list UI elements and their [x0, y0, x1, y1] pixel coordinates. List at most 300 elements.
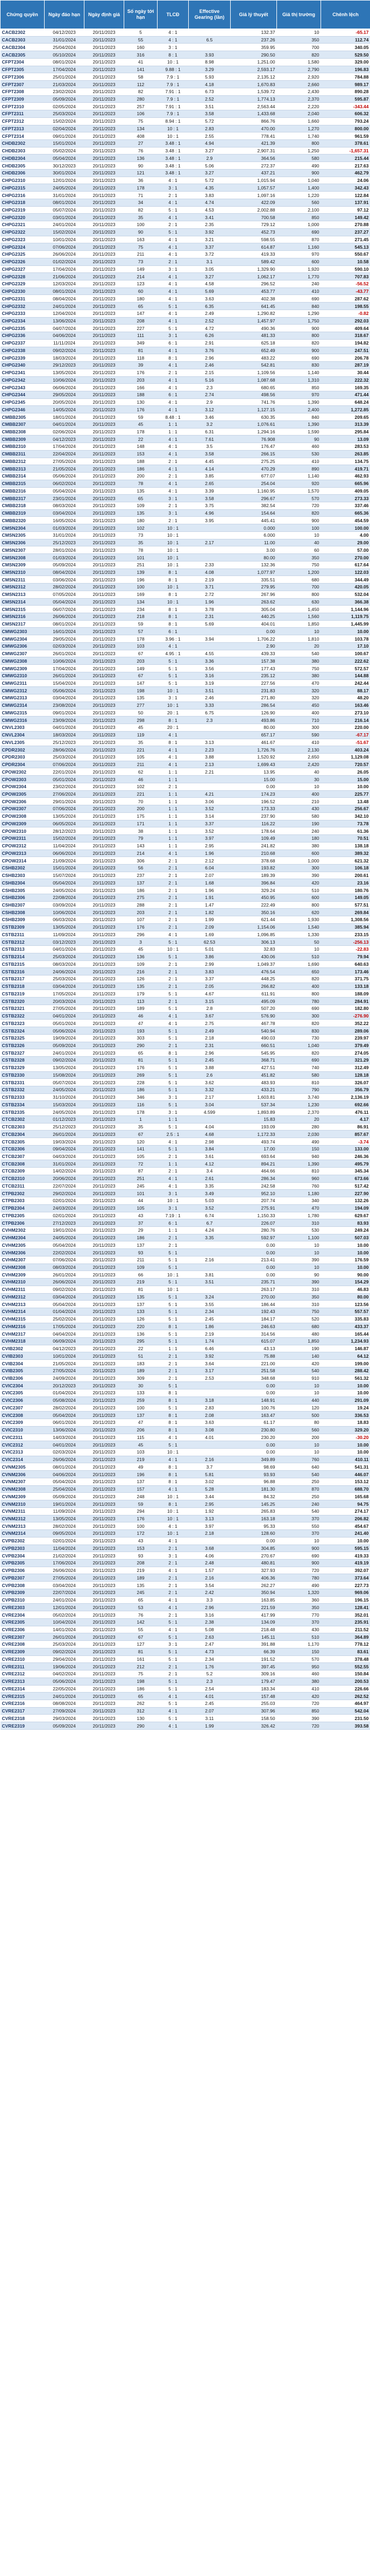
- valuation-date-cell: 20/11/2023: [84, 953, 124, 960]
- valuation-date-cell: 20/11/2023: [84, 1670, 124, 1678]
- conversion-ratio-cell: 8 : 1: [158, 591, 189, 598]
- maturity-date-cell: 02/01/2024: [45, 1537, 84, 1545]
- valuation-date-cell: 20/11/2023: [84, 1153, 124, 1160]
- valuation-date-cell: 20/11/2023: [84, 1175, 124, 1182]
- table-row: [1, 384, 370, 391]
- market-price-cell: 3,740: [277, 1093, 321, 1101]
- days-to-maturity-cell: 76: [124, 1611, 158, 1619]
- theoretical-price-cell: 1,076.61: [231, 420, 277, 428]
- maturity-date-cell: 26/01/2024: [45, 650, 84, 657]
- conversion-ratio-cell: 5 : 1: [158, 679, 189, 687]
- table-row: [1, 1715, 370, 1722]
- difference-cell: 454.67: [321, 1522, 370, 1530]
- effective-gearing-cell: 3.35: [189, 1234, 231, 1241]
- days-to-maturity-cell: 137: [124, 879, 158, 887]
- valuation-date-cell: 20/11/2023: [84, 1478, 124, 1485]
- valuation-date-cell: 20/11/2023: [84, 495, 124, 502]
- effective-gearing-cell: 3.12: [189, 406, 231, 413]
- valuation-date-cell: 20/11/2023: [84, 1677, 124, 1685]
- theoretical-price-cell: 1,520.92: [231, 753, 277, 761]
- table-row: [1, 694, 370, 702]
- conversion-ratio-cell: 3 : 1: [158, 1190, 189, 1197]
- warrant-code-cell: CPOW2312: [1, 842, 45, 850]
- market-price-cell: 520: [277, 1315, 321, 1323]
- days-to-maturity-cell: 212: [124, 1663, 158, 1670]
- maturity-date-cell: 25/12/2023: [45, 739, 84, 746]
- warrant-code-cell: CVPB2310: [1, 1596, 45, 1604]
- difference-cell: 793.24: [321, 117, 370, 125]
- maturity-date-cell: 06/09/2024: [45, 1337, 84, 1345]
- maturity-date-cell: 05/01/2024: [45, 776, 84, 783]
- difference-cell: -256.13: [321, 938, 370, 946]
- effective-gearing-cell: 4.72: [189, 325, 231, 332]
- maturity-date-cell: 10/01/2024: [45, 236, 84, 243]
- effective-gearing-cell: 5.81: [189, 1471, 231, 1478]
- market-price-cell: 820: [277, 975, 321, 983]
- effective-gearing-cell: 2.96: [189, 354, 231, 362]
- warrant-code-cell: CVHM2310: [1, 1279, 45, 1286]
- effective-gearing-cell: 3.51: [189, 103, 231, 110]
- warrant-code-cell: CHPG2344: [1, 391, 45, 398]
- effective-gearing-cell: 3.06: [189, 798, 231, 805]
- market-price-cell: 870: [277, 1485, 321, 1493]
- theoretical-price-cell: 173.33: [231, 805, 277, 813]
- valuation-date-cell: 20/11/2023: [84, 502, 124, 510]
- difference-cell: 270.88: [321, 221, 370, 229]
- effective-gearing-cell: 2.83: [189, 1404, 231, 1412]
- theoretical-price-cell: 576.90: [231, 1012, 277, 1020]
- warrant-code-cell: CMSN2314: [1, 598, 45, 606]
- days-to-maturity-cell: 67: [124, 1131, 158, 1138]
- warrant-code-cell: CMSN2304: [1, 524, 45, 532]
- days-to-maturity-cell: 100: [124, 221, 158, 229]
- days-to-maturity-cell: 105: [124, 753, 158, 761]
- effective-gearing-cell: 3.83: [189, 968, 231, 975]
- effective-gearing-cell: 5.08: [189, 1626, 231, 1633]
- valuation-date-cell: 20/11/2023: [84, 790, 124, 798]
- market-price-cell: 690: [277, 228, 321, 236]
- theoretical-price-cell: 158.50: [231, 1715, 277, 1722]
- difference-cell: 153.12: [321, 1478, 370, 1485]
- conversion-ratio-cell: 8 : 1: [158, 739, 189, 746]
- theoretical-price-cell: 290.50: [231, 51, 277, 59]
- days-to-maturity-cell: 35: [124, 739, 158, 746]
- conversion-ratio-cell: 4 : 1: [158, 362, 189, 369]
- warrant-code-cell: CSHB2302: [1, 864, 45, 872]
- difference-cell: -1,657.31: [321, 147, 370, 155]
- maturity-date-cell: 14/03/2024: [45, 1434, 84, 1441]
- difference-cell: 134.75: [321, 458, 370, 465]
- market-price-cell: 630: [277, 598, 321, 606]
- table-row: [1, 132, 370, 140]
- days-to-maturity-cell: 176: [124, 923, 158, 931]
- days-to-maturity-cell: 46: [124, 1012, 158, 1020]
- difference-cell: 103.78: [321, 635, 370, 643]
- theoretical-price-cell: 251.58: [231, 1367, 277, 1374]
- theoretical-price-cell: 350.94: [231, 1589, 277, 1596]
- conversion-ratio-cell: 2 : 1: [158, 982, 189, 990]
- theoretical-price-cell: 100.76: [231, 1404, 277, 1412]
- days-to-maturity-cell: 53: [124, 1604, 158, 1611]
- conversion-ratio-cell: 4 : 1: [158, 1722, 189, 1730]
- days-to-maturity-cell: 22: [124, 436, 158, 443]
- warrant-code-cell: CVRE2316: [1, 1700, 45, 1707]
- table-row: [1, 946, 370, 953]
- valuation-date-cell: 20/11/2023: [84, 561, 124, 568]
- effective-gearing-cell: 4.12: [189, 1160, 231, 1168]
- warrant-code-cell: CVIC2306: [1, 1396, 45, 1404]
- difference-cell: 800.00: [321, 125, 370, 132]
- valuation-date-cell: 20/11/2023: [84, 887, 124, 894]
- days-to-maturity-cell: 186: [124, 1685, 158, 1693]
- market-price-cell: 510: [277, 953, 321, 960]
- conversion-ratio-cell: 5 : 1: [158, 1301, 189, 1308]
- maturity-date-cell: 05/09/2024: [45, 1722, 84, 1730]
- valuation-date-cell: 20/11/2023: [84, 1456, 124, 1463]
- difference-cell: 235.91: [321, 1618, 370, 1626]
- market-price-cell: 1,770: [277, 273, 321, 280]
- market-price-cell: 470: [277, 679, 321, 687]
- valuation-date-cell: 20/11/2023: [84, 1330, 124, 1338]
- difference-cell: 345.34: [321, 1168, 370, 1175]
- warrant-code-cell: CHPG2315: [1, 184, 45, 192]
- table-row: [1, 968, 370, 975]
- difference-cell: 1,129.08: [321, 753, 370, 761]
- conversion-ratio-cell: 5 : 1: [158, 1064, 189, 1071]
- effective-gearing-cell: 5.93: [189, 73, 231, 81]
- market-price-cell: 800: [277, 591, 321, 598]
- effective-gearing-cell: 2.95: [189, 842, 231, 850]
- warrant-code-cell: CVIB2305: [1, 1367, 45, 1374]
- table-row: [1, 1168, 370, 1175]
- effective-gearing-cell: 3.17: [189, 1367, 231, 1374]
- valuation-date-cell: 20/11/2023: [84, 1449, 124, 1456]
- difference-cell: 144.88: [321, 672, 370, 679]
- table-row: [1, 420, 370, 428]
- theoretical-price-cell: 448.25: [231, 975, 277, 983]
- table-row: [1, 901, 370, 909]
- warrant-code-cell: CVIC2314: [1, 1456, 45, 1463]
- warrant-code-cell: CVIC2307: [1, 1404, 45, 1412]
- difference-cell: 857.67: [321, 1131, 370, 1138]
- theoretical-price-cell: 263.62: [231, 598, 277, 606]
- market-price-cell: 2,920: [277, 73, 321, 81]
- table-row: [1, 295, 370, 303]
- warrant-code-cell: CHPG2322: [1, 228, 45, 236]
- market-price-cell: 430: [277, 805, 321, 813]
- effective-gearing-cell: 2.74: [189, 391, 231, 398]
- effective-gearing-cell: 3.54: [189, 1582, 231, 1589]
- theoretical-price-cell: 430.06: [231, 953, 277, 960]
- market-price-cell: 950: [277, 1663, 321, 1670]
- valuation-date-cell: 20/11/2023: [84, 287, 124, 295]
- warrant-code-cell: CSTB2321: [1, 1005, 45, 1012]
- valuation-date-cell: 20/11/2023: [84, 1374, 124, 1382]
- maturity-date-cell: 09/04/2024: [45, 1145, 84, 1153]
- valuation-date-cell: 20/11/2023: [84, 1279, 124, 1286]
- theoretical-price-cell: 778.41: [231, 132, 277, 140]
- valuation-date-cell: 20/11/2023: [84, 236, 124, 243]
- market-price-cell: 800: [277, 332, 321, 340]
- theoretical-price-cell: 32.83: [231, 946, 277, 953]
- conversion-ratio-cell: 8 : 1: [158, 1389, 189, 1397]
- warrant-code-cell: CPOW2307: [1, 805, 45, 813]
- warrant-code-cell: CVHM2318: [1, 1337, 45, 1345]
- conversion-ratio-cell: 8 : 1: [158, 1412, 189, 1419]
- table-row: [1, 1145, 370, 1153]
- valuation-date-cell: 20/11/2023: [84, 1404, 124, 1412]
- days-to-maturity-cell: 295: [124, 1337, 158, 1345]
- warrant-code-cell: CHPG2329: [1, 280, 45, 287]
- days-to-maturity-cell: 175: [124, 812, 158, 820]
- days-to-maturity-cell: 188: [124, 391, 158, 398]
- valuation-date-cell: 20/11/2023: [84, 310, 124, 317]
- theoretical-price-cell: 15.83: [231, 1115, 277, 1123]
- difference-cell: 419.19: [321, 1560, 370, 1567]
- conversion-ratio-cell: 1 : 1: [158, 812, 189, 820]
- difference-cell: 292.03: [321, 317, 370, 325]
- theoretical-price-cell: 693.64: [231, 1153, 277, 1160]
- warrant-code-cell: CMBB2308: [1, 428, 45, 436]
- table-row: [1, 1522, 370, 1530]
- difference-cell: 122.03: [321, 568, 370, 576]
- conversion-ratio-cell: 2 : 1: [158, 1663, 189, 1670]
- theoretical-price-cell: 163.47: [231, 1412, 277, 1419]
- theoretical-price-cell: 461.67: [231, 739, 277, 746]
- warrant-code-cell: CVPB2307: [1, 1574, 45, 1582]
- valuation-date-cell: 20/11/2023: [84, 1138, 124, 1146]
- warrant-code-cell: CVNM2307: [1, 1478, 45, 1485]
- difference-cell: 10.00: [321, 1241, 370, 1249]
- difference-cell: 86.91: [321, 1123, 370, 1131]
- theoretical-price-cell: 335.51: [231, 576, 277, 584]
- days-to-maturity-cell: 81: [124, 1286, 158, 1293]
- conversion-ratio-cell: 4 : 1: [158, 850, 189, 857]
- effective-gearing-cell: 3.39: [189, 487, 231, 495]
- theoretical-price-cell: 427.51: [231, 1064, 277, 1071]
- theoretical-price-cell: 406.36: [231, 1574, 277, 1582]
- difference-cell: 337.46: [321, 502, 370, 510]
- valuation-date-cell: 20/11/2023: [84, 1641, 124, 1648]
- days-to-maturity-cell: 136: [124, 953, 158, 960]
- theoretical-price-cell: 80.00: [231, 554, 277, 561]
- difference-cell: -3.74: [321, 1138, 370, 1146]
- difference-cell: 80.00: [321, 1293, 370, 1301]
- conversion-ratio-cell: 4 : 1: [158, 1012, 189, 1020]
- difference-cell: 132.26: [321, 1197, 370, 1205]
- difference-cell: 70.51: [321, 835, 370, 843]
- days-to-maturity-cell: 35: [124, 539, 158, 546]
- conversion-ratio-cell: 4 : 1: [158, 465, 189, 473]
- days-to-maturity-cell: 65: [124, 1596, 158, 1604]
- effective-gearing-cell: 3.68: [189, 1545, 231, 1552]
- days-to-maturity-cell: 178: [124, 1108, 158, 1116]
- effective-gearing-cell: 2.55: [189, 132, 231, 140]
- days-to-maturity-cell: 38: [124, 827, 158, 835]
- conversion-ratio-cell: 8 : 1: [158, 576, 189, 584]
- theoretical-price-cell: 481.33: [231, 332, 277, 340]
- warrant-code-cell: CHPG2335: [1, 325, 45, 332]
- effective-gearing-cell: 6.26: [189, 332, 231, 340]
- valuation-date-cell: 20/11/2023: [84, 850, 124, 857]
- warrant-code-cell: CNVL2303: [1, 724, 45, 732]
- theoretical-price-cell: 15.00: [231, 776, 277, 783]
- effective-gearing-cell: 3.24: [189, 1293, 231, 1301]
- warrant-code-cell: CPOW2311: [1, 835, 45, 843]
- warrant-code-cell: CHPG2334: [1, 317, 45, 325]
- market-price-cell: 750: [277, 665, 321, 672]
- valuation-date-cell: 20/11/2023: [84, 1700, 124, 1707]
- table-row: [1, 1360, 370, 1367]
- maturity-date-cell: 02/03/2024: [45, 1449, 84, 1456]
- maturity-date-cell: 24/06/2024: [45, 968, 84, 975]
- warrant-code-cell: CVIC2310: [1, 1426, 45, 1434]
- effective-gearing-cell: 3.21: [189, 236, 231, 243]
- difference-cell: 10.00: [321, 1249, 370, 1257]
- conversion-ratio-cell: 2 : 1: [158, 1582, 189, 1589]
- table-row: [1, 332, 370, 340]
- difference-cell: 200.61: [321, 872, 370, 879]
- valuation-date-cell: 20/11/2023: [84, 938, 124, 946]
- table-row: [1, 731, 370, 739]
- conversion-ratio-cell: 5 : 1: [158, 1057, 189, 1064]
- table-row: [1, 1537, 370, 1545]
- theoretical-price-cell: 227.56: [231, 679, 277, 687]
- valuation-date-cell: 20/11/2023: [84, 709, 124, 717]
- days-to-maturity-cell: 27: [124, 140, 158, 148]
- difference-cell: 211.52: [321, 1626, 370, 1633]
- warrant-code-cell: CHPG2340: [1, 362, 45, 369]
- valuation-date-cell: 20/11/2023: [84, 1426, 124, 1434]
- days-to-maturity-cell: 211: [124, 761, 158, 768]
- effective-gearing-cell: 5.69: [189, 620, 231, 628]
- days-to-maturity-cell: 57: [124, 628, 158, 635]
- table-row: [1, 554, 370, 561]
- maturity-date-cell: 29/12/2023: [45, 362, 84, 369]
- warrant-code-cell: CACB2302: [1, 29, 45, 37]
- conversion-ratio-cell: 10 : 1: [158, 554, 189, 561]
- effective-gearing-cell: 2.3: [189, 384, 231, 391]
- warrant-code-cell: CMWG2306: [1, 642, 45, 650]
- warrant-code-cell: CVPB2303: [1, 1545, 45, 1552]
- valuation-date-cell: 20/11/2023: [84, 192, 124, 199]
- table-row: [1, 517, 370, 524]
- warrant-code-cell: CVIC2304: [1, 1382, 45, 1389]
- table-row: [1, 820, 370, 827]
- table-row: [1, 192, 370, 199]
- effective-gearing-cell: 3.92: [189, 1352, 231, 1360]
- theoretical-price-cell: 174.23: [231, 790, 277, 798]
- conversion-ratio-cell: 4 : 1: [158, 287, 189, 295]
- maturity-date-cell: 27/06/2024: [45, 790, 84, 798]
- days-to-maturity-cell: 109: [124, 502, 158, 510]
- market-price-cell: 910: [277, 1374, 321, 1382]
- valuation-date-cell: 20/11/2023: [84, 1419, 124, 1427]
- days-to-maturity-cell: 161: [124, 1655, 158, 1663]
- maturity-date-cell: 03/04/2024: [45, 509, 84, 517]
- difference-cell: 220.00: [321, 724, 370, 732]
- maturity-date-cell: 24/05/2024: [45, 1108, 84, 1116]
- days-to-maturity-cell: 123: [124, 280, 158, 287]
- effective-gearing-cell: 3.94: [189, 635, 231, 643]
- conversion-ratio-cell: 1 : 1: [158, 776, 189, 783]
- days-to-maturity-cell: 118: [124, 354, 158, 362]
- maturity-date-cell: 29/03/2024: [45, 1715, 84, 1722]
- days-to-maturity-cell: 176: [124, 369, 158, 376]
- days-to-maturity-cell: 208: [124, 317, 158, 325]
- warrant-code-cell: CMSN2308: [1, 554, 45, 561]
- conversion-ratio-cell: 10 : 1: [158, 598, 189, 606]
- conversion-ratio-cell: 4 : 1: [158, 280, 189, 287]
- difference-cell: -22.83: [321, 946, 370, 953]
- maturity-date-cell: 31/01/2024: [45, 1160, 84, 1168]
- maturity-date-cell: 05/02/2024: [45, 1611, 84, 1619]
- conversion-ratio-cell: 8 : 1: [158, 1396, 189, 1404]
- effective-gearing-cell: 3.81: [189, 1271, 231, 1279]
- valuation-date-cell: 20/11/2023: [84, 1079, 124, 1086]
- difference-cell: 79.94: [321, 953, 370, 960]
- market-price-cell: 10: [277, 1537, 321, 1545]
- theoretical-price-cell: 464.66: [231, 1168, 277, 1175]
- warrant-code-cell: CMBB2320: [1, 517, 45, 524]
- difference-cell: 4.17: [321, 1115, 370, 1123]
- market-price-cell: 150: [277, 1648, 321, 1655]
- conversion-ratio-cell: 5 : 1: [158, 938, 189, 946]
- effective-gearing-cell: 5.06: [189, 162, 231, 170]
- difference-cell: 88.17: [321, 687, 370, 694]
- market-price-cell: 490: [277, 1138, 321, 1146]
- warrant-code-cell: CFPT2310: [1, 103, 45, 110]
- warrant-code-cell: CHPG2327: [1, 265, 45, 273]
- difference-cell: 165.44: [321, 1330, 370, 1338]
- table-row: [1, 1101, 370, 1108]
- theoretical-price-cell: 241.82: [231, 842, 277, 850]
- valuation-date-cell: 20/11/2023: [84, 739, 124, 746]
- maturity-date-cell: 28/12/2023: [45, 827, 84, 835]
- days-to-maturity-cell: 218: [124, 613, 158, 621]
- days-to-maturity-cell: 294: [124, 1507, 158, 1515]
- difference-cell: 284.91: [321, 998, 370, 1005]
- table-row: [1, 1471, 370, 1478]
- valuation-date-cell: 20/11/2023: [84, 1086, 124, 1094]
- table-row: [1, 1005, 370, 1012]
- market-price-cell: 870: [277, 236, 321, 243]
- maturity-date-cell: 24/05/2024: [45, 887, 84, 894]
- table-row: [1, 362, 370, 369]
- effective-gearing-cell: 3.58: [189, 495, 231, 502]
- difference-cell: 595.87: [321, 95, 370, 103]
- theoretical-price-cell: 1,049.37: [231, 960, 277, 968]
- days-to-maturity-cell: 55: [124, 36, 158, 44]
- theoretical-price-cell: 1,893.89: [231, 1108, 277, 1116]
- difference-cell: 137.91: [321, 199, 370, 206]
- difference-cell: 200.53: [321, 1677, 370, 1685]
- theoretical-price-cell: 348.68: [231, 1374, 277, 1382]
- theoretical-price-cell: 451.82: [231, 1071, 277, 1079]
- table-row: [1, 1633, 370, 1641]
- valuation-date-cell: 20/11/2023: [84, 1108, 124, 1116]
- conversion-ratio-cell: 2 : 1: [158, 1352, 189, 1360]
- conversion-ratio-cell: 5 : 1: [158, 1249, 189, 1257]
- warrant-code-cell: CMBB2316: [1, 487, 45, 495]
- difference-cell: 318.67: [321, 332, 370, 340]
- conversion-ratio-cell: 3.48 : 1: [158, 162, 189, 170]
- theoretical-price-cell: 1,150.33: [231, 1212, 277, 1219]
- valuation-date-cell: 20/11/2023: [84, 665, 124, 672]
- difference-cell: 621.32: [321, 857, 370, 865]
- maturity-date-cell: 02/04/2024: [45, 125, 84, 132]
- effective-gearing-cell: 1.96: [189, 850, 231, 857]
